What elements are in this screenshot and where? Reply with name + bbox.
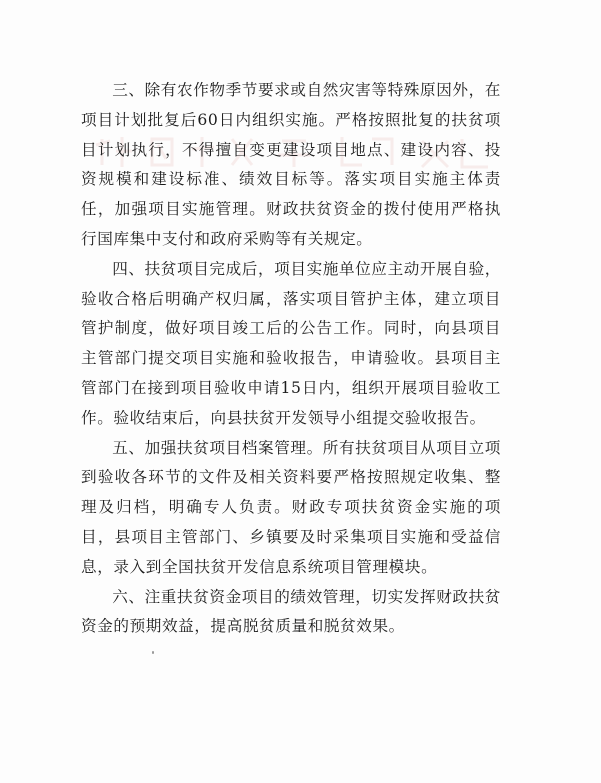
paragraph-section-three: 三、除有农作物季节要求或自然灾害等特殊原因外，在项目计划批复后60日内组织实施。严格按照批复的扶贫项目计划执行，不得擅自变更建设项目地点、建设内容、投资规模和建设标准、绩效目标等。落实项目实施主体责任，加强项目实施管理。财政扶贫资金的拨付使用严格执行国库集中支付和政府采购等有关规定。 [81,81,501,248]
paragraph-section-five: 五、加强扶贫项目档案管理。所有扶贫项目从项目立项到验收各环节的文件及相关资料要严格按照规定收集、整理及归档，明确专人负责。财政专项扶贫资金实施的项目，县项目主管部门、乡镇要及时采集项目实施和受益信息，录入到全国扶贫开发信息系统项目管理模块。 [81,438,501,576]
scan-speck [152,651,154,654]
paragraph-section-six: 六、注重扶贫资金项目的绩效管理，切实发挥财政扶贫资金的预期效益，提高脱贫质量和脱贫效果。 [81,587,501,636]
document-body [81,76,501,642]
paragraph-section-four: 四、扶贫项目完成后，项目实施单位应主动开展自验，验收合格后明确产权归属，落实项目管护主体，建立项目管护制度，做好项目竣工后的公告工作。同时，向县项目主管部门提交项目实施和验收报告，申请验收。县项目主管部门在接到项目验收申请15日内，组织开展项目验收工作。验收结束后，向县扶贫开发领导小组提交验收报告。 [81,259,501,427]
